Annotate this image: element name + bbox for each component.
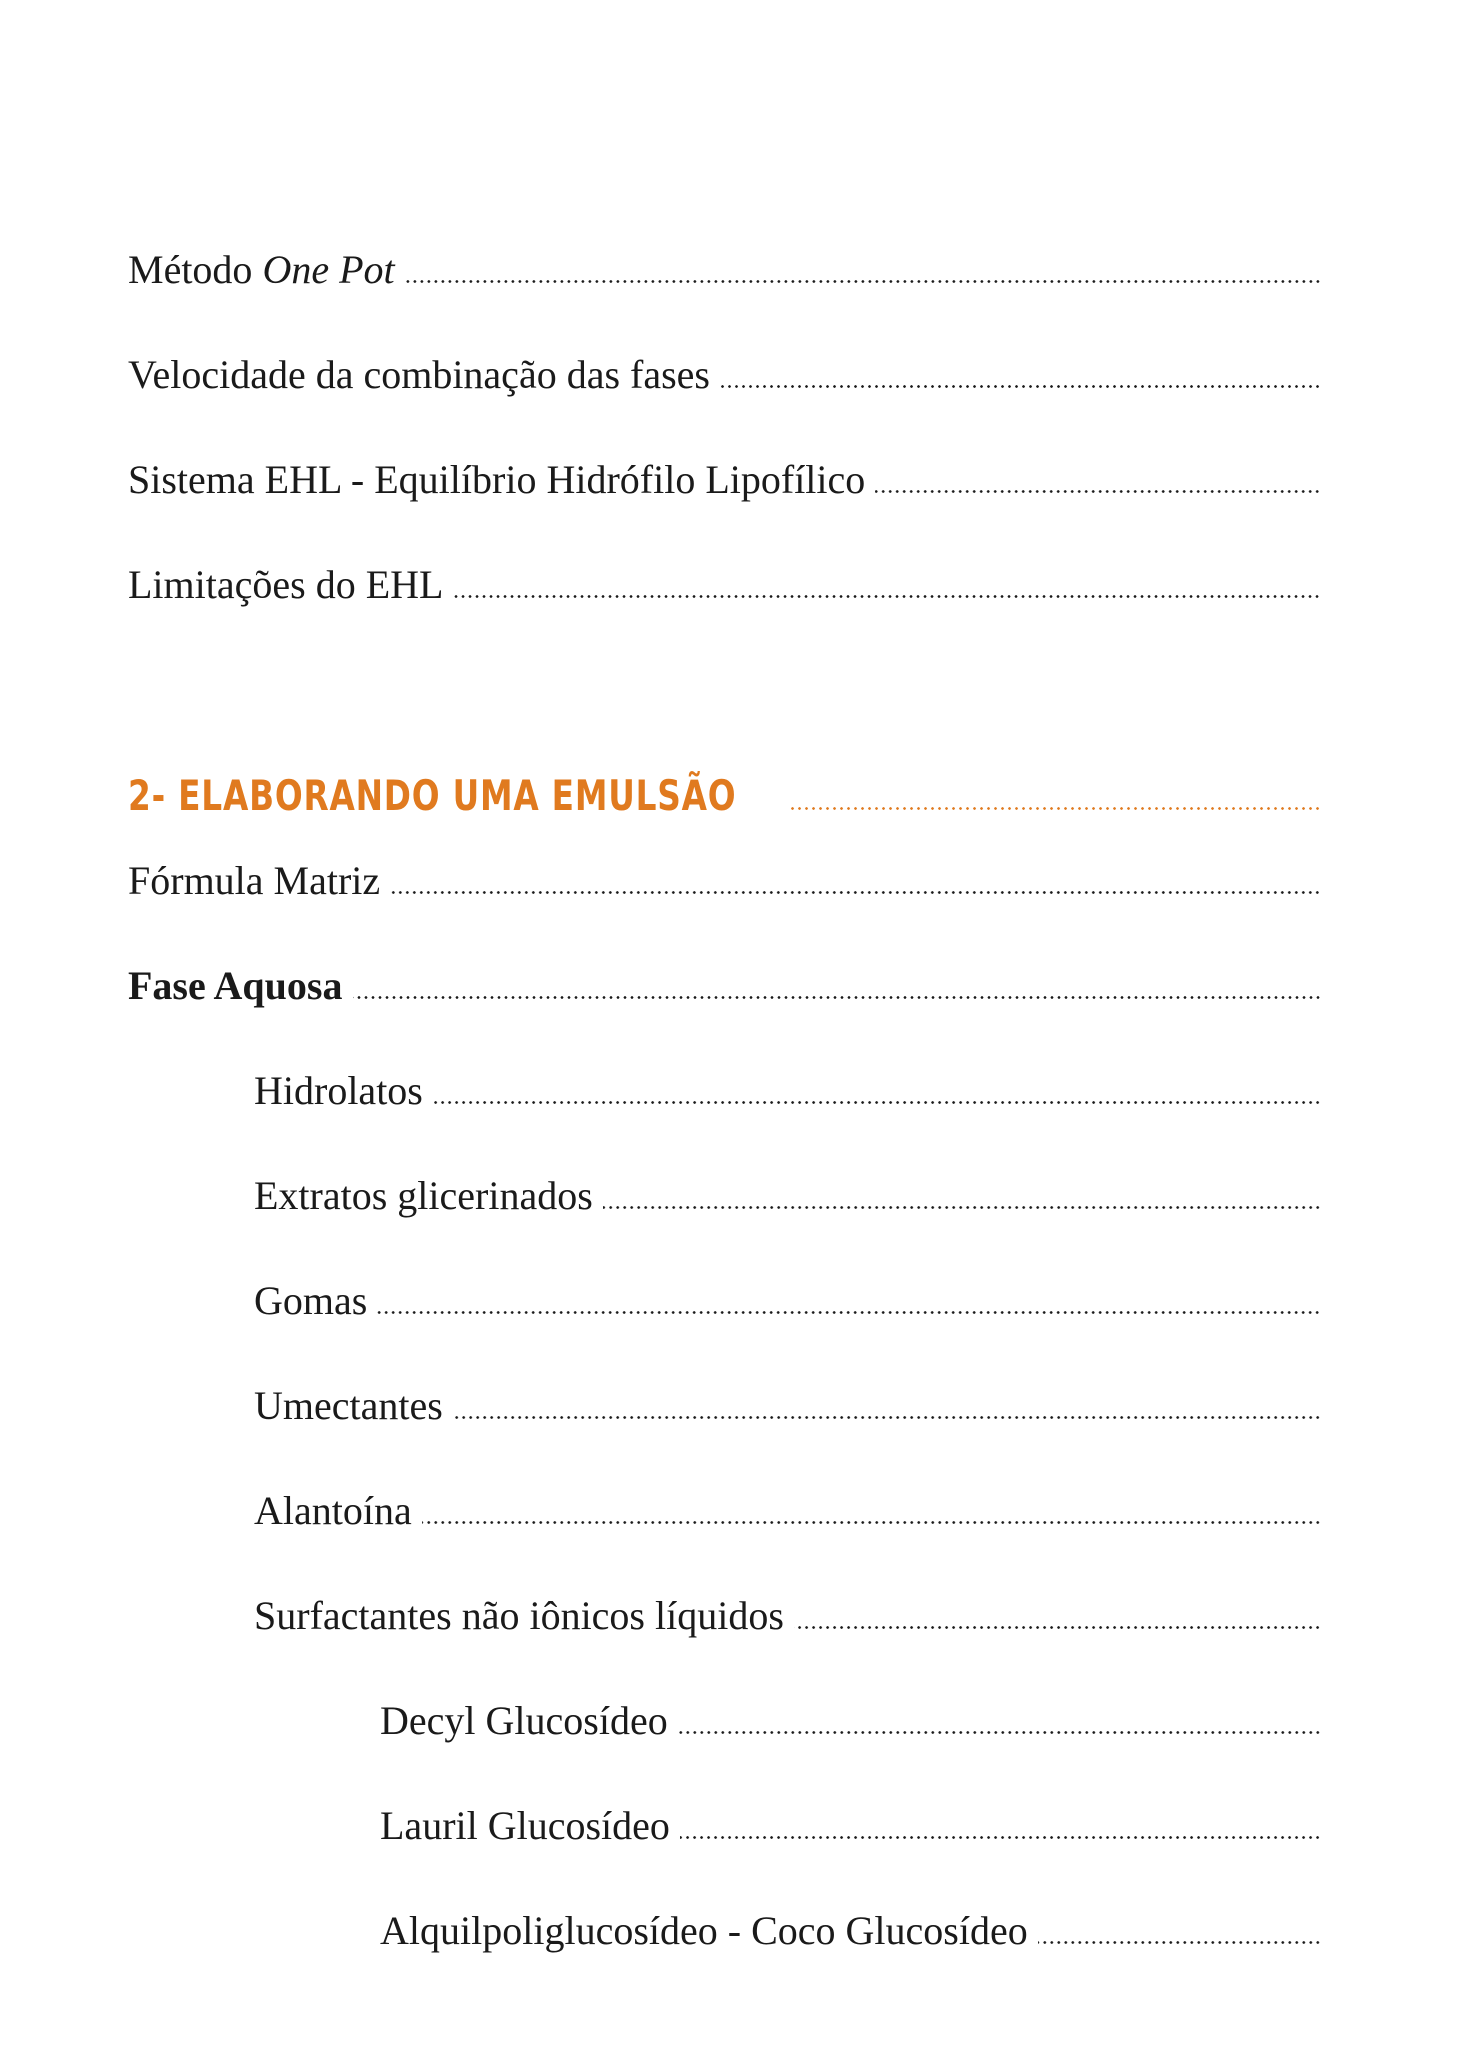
- toc-entry-label: Lauril Glucosídeo: [380, 1803, 670, 1848]
- dot-leader: [453, 1416, 1321, 1419]
- dot-leader: [720, 385, 1321, 388]
- dot-leader: [422, 1521, 1321, 1524]
- toc-entry-decyl-glucosideo[interactable]: [380, 1697, 1321, 1745]
- toc-entry-label: Umectantes: [254, 1383, 443, 1428]
- toc-entry-sistema-ehl[interactable]: [128, 456, 1321, 504]
- toc-entry-surfactantes[interactable]: [254, 1592, 1321, 1640]
- toc-entry-alantoina[interactable]: [254, 1487, 1321, 1535]
- toc-entry-extratos-glicerinados[interactable]: [254, 1172, 1321, 1220]
- toc-entry-velocidade[interactable]: [128, 351, 1321, 399]
- toc-entry-limitacoes-ehl[interactable]: [128, 561, 1321, 609]
- dot-leader: [1038, 1941, 1321, 1944]
- dot-leader: [377, 1311, 1321, 1314]
- dot-leader: [405, 280, 1321, 283]
- toc-entry-label: Sistema EHL - Equilíbrio Hidrófilo Lipofílico: [128, 457, 866, 502]
- toc-entry-label: Extratos glicerinados: [254, 1173, 593, 1218]
- toc-entry-hidrolatos[interactable]: [254, 1067, 1321, 1115]
- dot-leader: [678, 1731, 1321, 1734]
- dot-leader: [453, 595, 1321, 598]
- dot-leader: [603, 1206, 1321, 1209]
- toc-entry-label: Alquilpoliglucosídeo - Coco Glucosídeo: [380, 1908, 1028, 1953]
- toc-entry-metodo-one-pot[interactable]: [128, 246, 1321, 294]
- toc-entry-formula-matriz[interactable]: [128, 857, 1321, 905]
- toc-entry-label: Alantoína: [254, 1488, 412, 1533]
- toc-entry-label: Método One Pot: [128, 247, 395, 292]
- toc-entry-label: Fórmula Matriz: [128, 858, 381, 903]
- toc-entry-label: Limitações do EHL: [128, 562, 444, 607]
- dot-leader: [353, 996, 1322, 999]
- section-heading-label: 2- ELABORANDO UMA EMULSÃO: [128, 771, 737, 820]
- toc-entry-label: Fase Aquosa: [128, 963, 343, 1008]
- toc-entry-label: Surfactantes não iônicos líquidos: [254, 1593, 784, 1638]
- section-heading[interactable]: [128, 770, 1321, 822]
- dot-leader: [794, 1626, 1321, 1629]
- toc-entry-lauril-glucosideo[interactable]: [380, 1802, 1321, 1850]
- toc-entry-label: Velocidade da combinação das fases: [128, 352, 710, 397]
- dot-leader: [875, 490, 1321, 493]
- toc-entry-label: Decyl Glucosídeo: [380, 1698, 668, 1743]
- dot-leader: [788, 807, 1321, 810]
- toc-entry-coco-glucosideo[interactable]: [380, 1907, 1321, 1955]
- toc-entry-umectantes[interactable]: [254, 1382, 1321, 1430]
- dot-leader: [390, 891, 1321, 894]
- dot-leader: [433, 1101, 1321, 1104]
- toc-entry-gomas[interactable]: [254, 1277, 1321, 1325]
- toc-entry-fase-aquosa[interactable]: [128, 962, 1321, 1010]
- toc-entry-label: Hidrolatos: [254, 1068, 423, 1113]
- dot-leader: [680, 1836, 1321, 1839]
- toc-entry-label: Gomas: [254, 1278, 368, 1323]
